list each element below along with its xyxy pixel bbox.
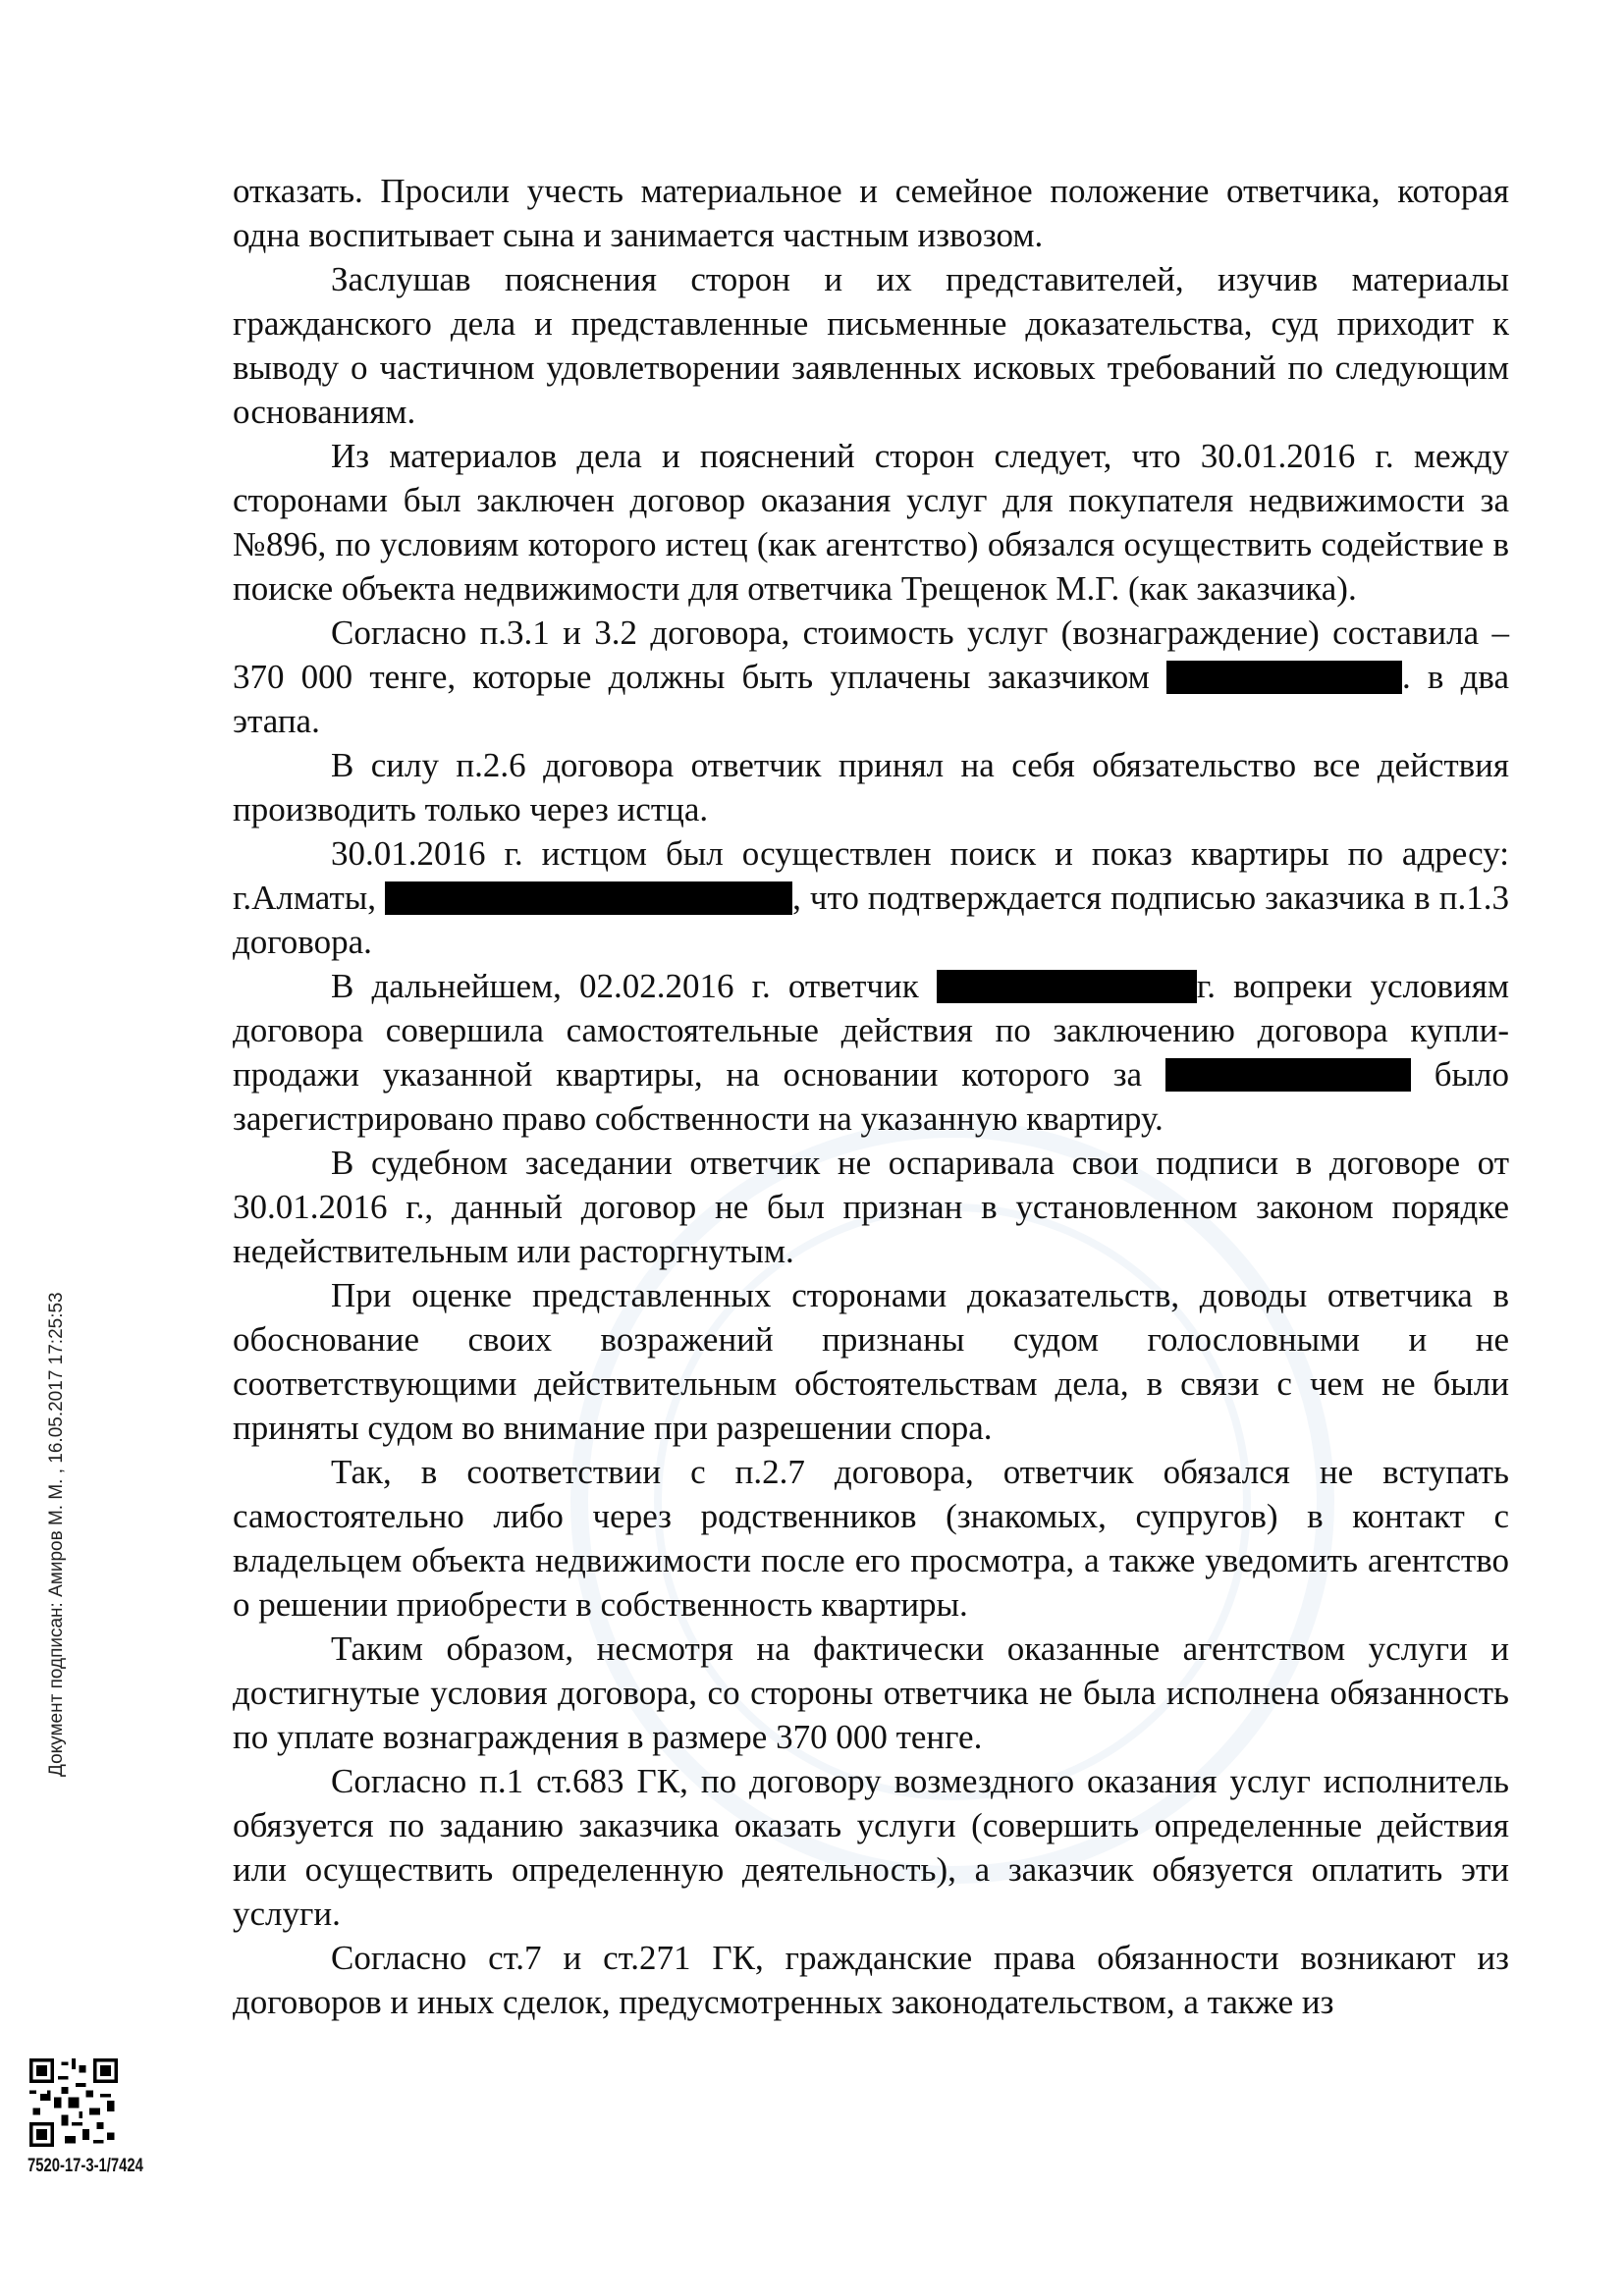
paragraph: Заслушав пояснения сторон и их представителей, изучив материалы гражданского дела и представленные письменные доказательства, суд приходит к выводу о частичном удовлетворении заявленных исковых требований по следующим основаниям. bbox=[233, 260, 1509, 431]
paragraph: Согласно п.1 ст.683 ГК, по договору возмездного оказания услуг исполнитель обязуется по заданию заказчика оказать услуги (совершить определенные действия или осуществить определенную деятельность), а заказчик обязуется оплатить эти услуги. bbox=[233, 1762, 1509, 1933]
paragraph-showing bbox=[233, 831, 1509, 964]
paragraph-text: В дальнейшем, 02.02.2016 г. ответчик bbox=[331, 967, 937, 1005]
paragraph: Так, в соответствии с п.2.7 договора, ответчик обязался не вступать самостоятельно либо через родственников (знакомых, супругов) в контакт с владельцем объекта недвижимости после его просмотра, а также уведомить агентство о решении приобрести в собственность квартиры. bbox=[233, 1453, 1509, 1624]
signature-note: Документ подписан: Амиров М. М. , 16.05.2017 17:25:53 bbox=[46, 1292, 67, 1777]
paragraph-text: 30.01.2016 г. истцом был осуществлен поиск и показ квартиры по адресу: г.Алматы, bbox=[233, 834, 1509, 917]
paragraph-text: было зарегистрировано право собственности на указанную квартиру. bbox=[233, 1055, 1510, 1138]
paragraph-text: . в два этапа. bbox=[233, 658, 1509, 740]
paragraph: В силу п.2.6 договора ответчик принял на себя обязательство все действия производить только через истца. bbox=[233, 746, 1509, 828]
qr-code-icon bbox=[29, 2058, 118, 2147]
redaction-bar bbox=[385, 881, 792, 915]
paragraph: Согласно ст.7 и ст.271 ГК, гражданские права обязанности возникают из договоров и иных сделок, предусмотренных законодательством, а также из bbox=[233, 1939, 1509, 2021]
paragraph-text: г. вопреки условиям договора совершила самостоятельные действия по заключению договора купли-продажи указанной квартиры, на основании которого за bbox=[233, 967, 1509, 1094]
paragraph-text: Согласно п.3.1 и 3.2 договора, стоимость услуг (вознаграждение) составила – 370 000 тенге, которые должны быть уплачены заказчиком bbox=[233, 614, 1509, 696]
paragraph-later bbox=[233, 964, 1509, 1141]
paragraph: Таким образом, несмотря на фактически оказанные агентством услуги и достигнутые условия договора, со стороны ответчика не была исполнена обязанность по уплате вознаграждения в размере 370 000 тенге. bbox=[233, 1629, 1509, 1756]
paragraph: В судебном заседании ответчик не оспаривала свои подписи в договоре от 30.01.2016 г., данный договор не был признан в установленном законом порядке недействительным или расторгнутым. bbox=[233, 1144, 1509, 1270]
paragraph-text: , что подтверждается подписью заказчика в п.1.3 договора. bbox=[233, 879, 1510, 961]
document-body bbox=[233, 169, 1509, 2024]
paragraph-fee bbox=[233, 611, 1509, 743]
redaction-bar bbox=[1166, 661, 1402, 694]
document-id: 7520-17-3-1/7424 bbox=[27, 2156, 143, 2176]
redaction-bar bbox=[937, 970, 1197, 1003]
paragraph: отказать. Просили учесть материальное и семейное положение ответчика, которая одна воспитывает сына и занимается частным извозом. bbox=[233, 172, 1509, 254]
paragraph: Из материалов дела и пояснений сторон следует, что 30.01.2016 г. между сторонами был заключен договор оказания услуг для покупателя недвижимости за №896, по условиям которого истец (как агентство) обязался осуществить содействие в поиске объекта недвижимости для ответчика Трещенок М.Г. (как заказчика). bbox=[233, 437, 1509, 608]
paragraph: При оценке представленных сторонами доказательств, доводы ответчика в обоснование своих возражений признаны судом голословными и не соответствующими действительным обстоятельствам дела, в связи с чем не были приняты судом во внимание при разрешении спора. bbox=[233, 1276, 1509, 1447]
redaction-bar bbox=[1165, 1058, 1411, 1092]
